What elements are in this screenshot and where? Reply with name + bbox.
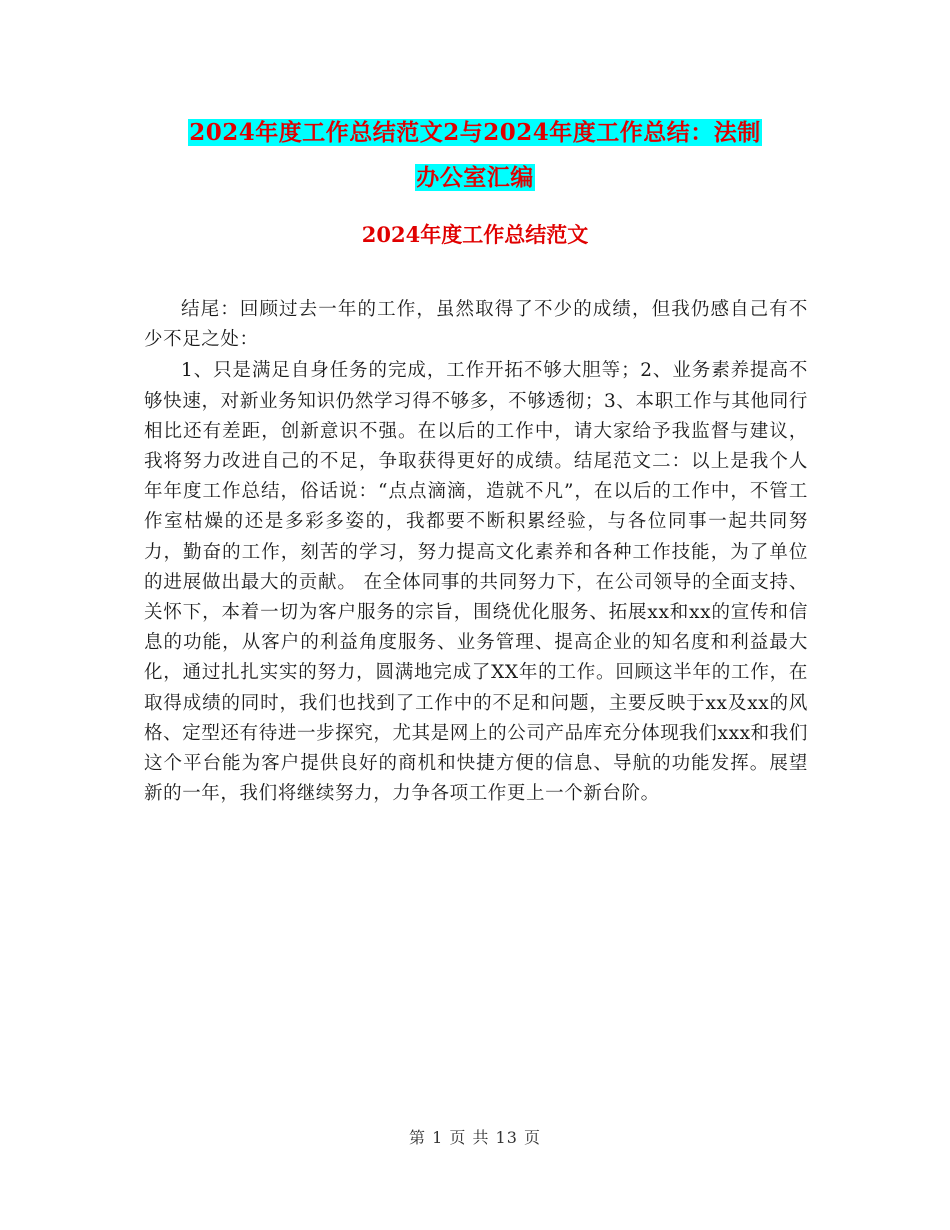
section-heading: 2024年度工作总结范文 — [361, 222, 589, 247]
paragraph: 结尾：回顾过去一年的工作，虽然取得了不少的成绩，但我仍感自己有不少不足之处： — [144, 299, 808, 351]
page-footer: 第 1 页 共 13 页 — [409, 1128, 541, 1147]
title-line-1: 2024年度工作总结范文2与2024年度工作总结：法制 — [189, 119, 761, 146]
title-line-2: 办公室汇编 — [416, 164, 534, 191]
body-text — [144, 295, 808, 810]
document-title — [0, 110, 950, 200]
paragraph: 1、只是满足自身任务的完成，工作开拓不够大胆等；2、业务素养提高不够快速，对新业务知识仍然学习得不够多，不够透彻；3、本职工作与其他同行相比还有差距，创新意识不强。在以后的工作中，请大家给予我监督与建议，我将努力改进自己的不足，争取获得更好的成绩。结尾范文二：以上是我个人 年年度工作总结，俗话说：“点点滴滴，造就不凡”，在以后的工作中，不管工作室枯燥的还是多彩多姿的，我都要不断积累经验，与各位同事一起共同努力，勤奋的工作，刻苦的学习，努力提高文化素养和各种工作技能，为了单位的进展做出最大的贡献。 在全体同事的共同努力下，在公司领导的全面支持、关怀下，本着一切为客户服务的宗旨，围绕优化服务、拓展xx和xx的宣传和信息的功能，从客户的利益角度服务、业务管理、提高企业的知名度和利益最大化，通过扎扎实实的努力，圆满地完成了XX年的工作。回顾这半年的工作，在取得成绩的同时，我们也找到了工作中的不足和问题，主要反映于xx及xx的风格、定型还有待进一步探究，尤其是网上的公司产品库充分体现我们xxx和我们这个平台能为客户提供良好的商机和快捷方便的信息、导航的功能发挥。展望新的一年，我们将继续努力，力争各项工作更上一个新台阶。 — [144, 360, 808, 805]
